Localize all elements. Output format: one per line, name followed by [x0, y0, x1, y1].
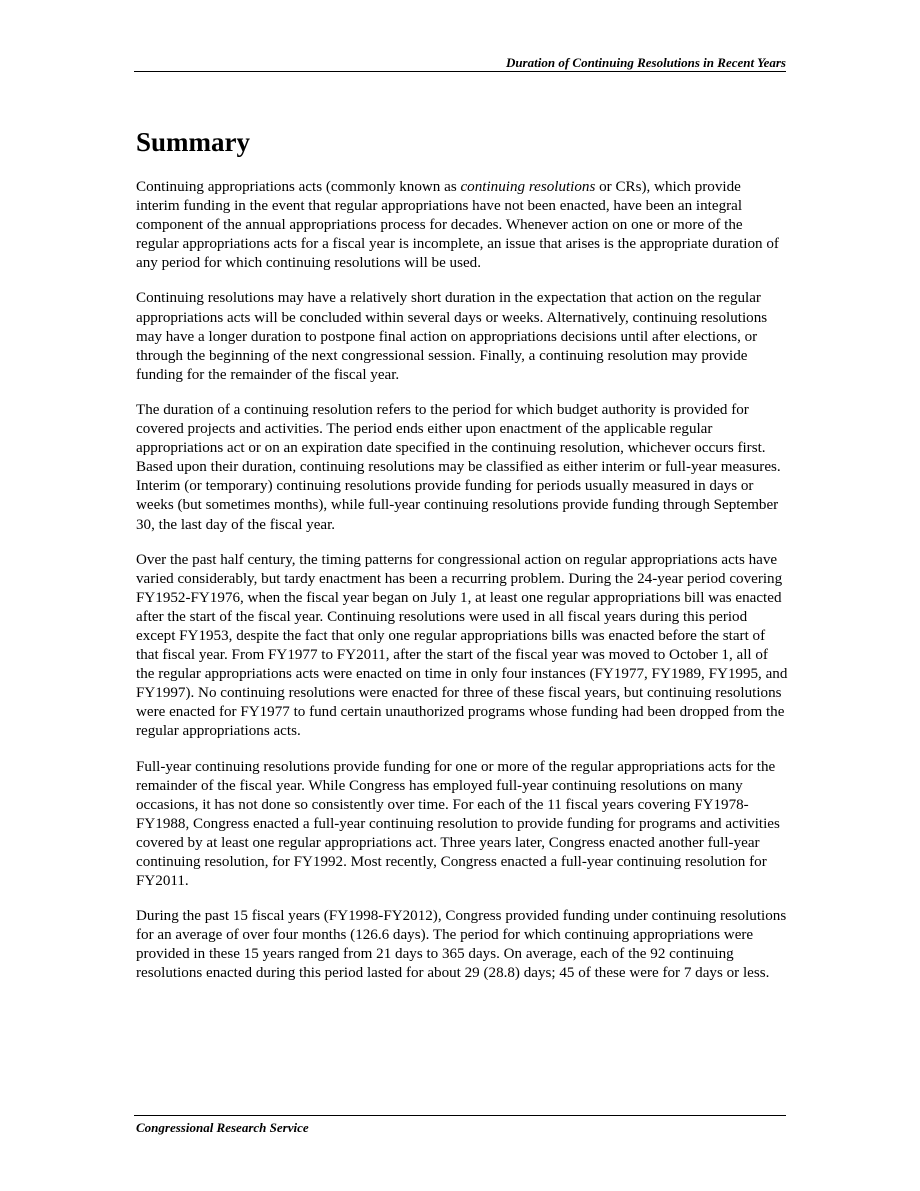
paragraph-3: The duration of a continuing resolution refers to the period for which budget authority is provided for covered projects and activities. The period ends either upon enactment of the applicable regular appropriations act or on an expiration date specified in the continuing resolution, whichever occurs first. Based upon their duration, continuing resolutions may be classified as either interim or full-year measures. Interim (or temporary) continuing resolutions provide funding for periods usually measured in days or weeks (but sometimes months), while full-year continuing resolutions provide funding through September 30, the last day of the fiscal year. — [136, 401, 781, 533]
paragraph-6: During the past 15 fiscal years (FY1998-FY2012), Congress provided funding under continuing resolutions for an average of over four months (126.6 days). The period for which continuing appropriations were provided in these 15 years ranged from 21 days to 365 days. On average, each of the 92 continuing resolutions enacted during this period lasted for about 29 (28.8) days; 45 of these were for 7 days or less. — [136, 908, 787, 982]
footer-rule — [134, 1115, 786, 1116]
section-title: Summary — [136, 127, 250, 157]
running-header-title: Duration of Continuing Resolutions in Recent Years — [505, 55, 786, 70]
page-content — [136, 124, 788, 1000]
paragraph-2: Continuing resolutions may have a relatively short duration in the expectation that action on the regular appropriations acts will be concluded within several days or weeks. Alternatively, continuing resolutions may have a longer duration to postpone final action on appropriations decisions until after elections, or through the beginning of the next congressional session. Finally, a continuing resolution may provide funding for the remainder of the fiscal year. — [136, 290, 768, 383]
footer-publisher: Congressional Research Service — [136, 1120, 309, 1135]
paragraph-4: Over the past half century, the timing patterns for congressional action on regular appropriations acts have varied considerably, but tardy enactment has been a recurring problem. During the 24-year period covering FY1952-FY1976, when the fiscal year began on July 1, at least one regular appropriations bill was enacted after the start of the fiscal year. Continuing resolutions were used in all fiscal years during this period except FY1953, despite the fact that only one regular appropriations bills was enacted before the start of that fiscal year. From FY1977 to FY2011, after the start of the fiscal year was moved to October 1, all of the regular appropriations acts were enacted on time in only four instances (FY1977, FY1989, FY1995, and FY1997). No continuing resolutions were enacted for three of these fiscal years, but continuing resolutions were enacted for FY1977 to fund certain unauthorized programs whose funding had been dropped from the regular appropriations acts. — [136, 551, 788, 740]
paragraph-1 — [136, 178, 788, 273]
header-rule — [134, 71, 786, 72]
paragraph-1-text-b: or CRs), which provide interim funding in the event that regular appropriations have not been enacted, have been an integral component of the annual appropriations process for decades. Whenever action on one or more of the regular appropriations acts for a fiscal year is incomplete, an issue that arises is the appropriate duration of any period for which continuing resolutions will be used. — [136, 179, 779, 272]
paragraph-1-text-a: Continuing appropriations acts (commonly known as — [136, 179, 461, 195]
paragraph-1-emphasis: continuing resolutions — [460, 179, 596, 195]
paragraph-5: Full-year continuing resolutions provide funding for one or more of the regular appropriations acts for the remainder of the fiscal year. While Congress has employed full-year continuing resolutions on many occasions, it has not done so consistently over time. For each of the 11 fiscal years covering FY1978-FY1988, Congress enacted a full-year continuing resolution to provide funding for programs and activities covered by at least one regular appropriations act. Three years later, Congress enacted another full-year continuing resolution, for FY1992. Most recently, Congress enacted a full-year continuing resolution for FY2011. — [136, 758, 780, 890]
